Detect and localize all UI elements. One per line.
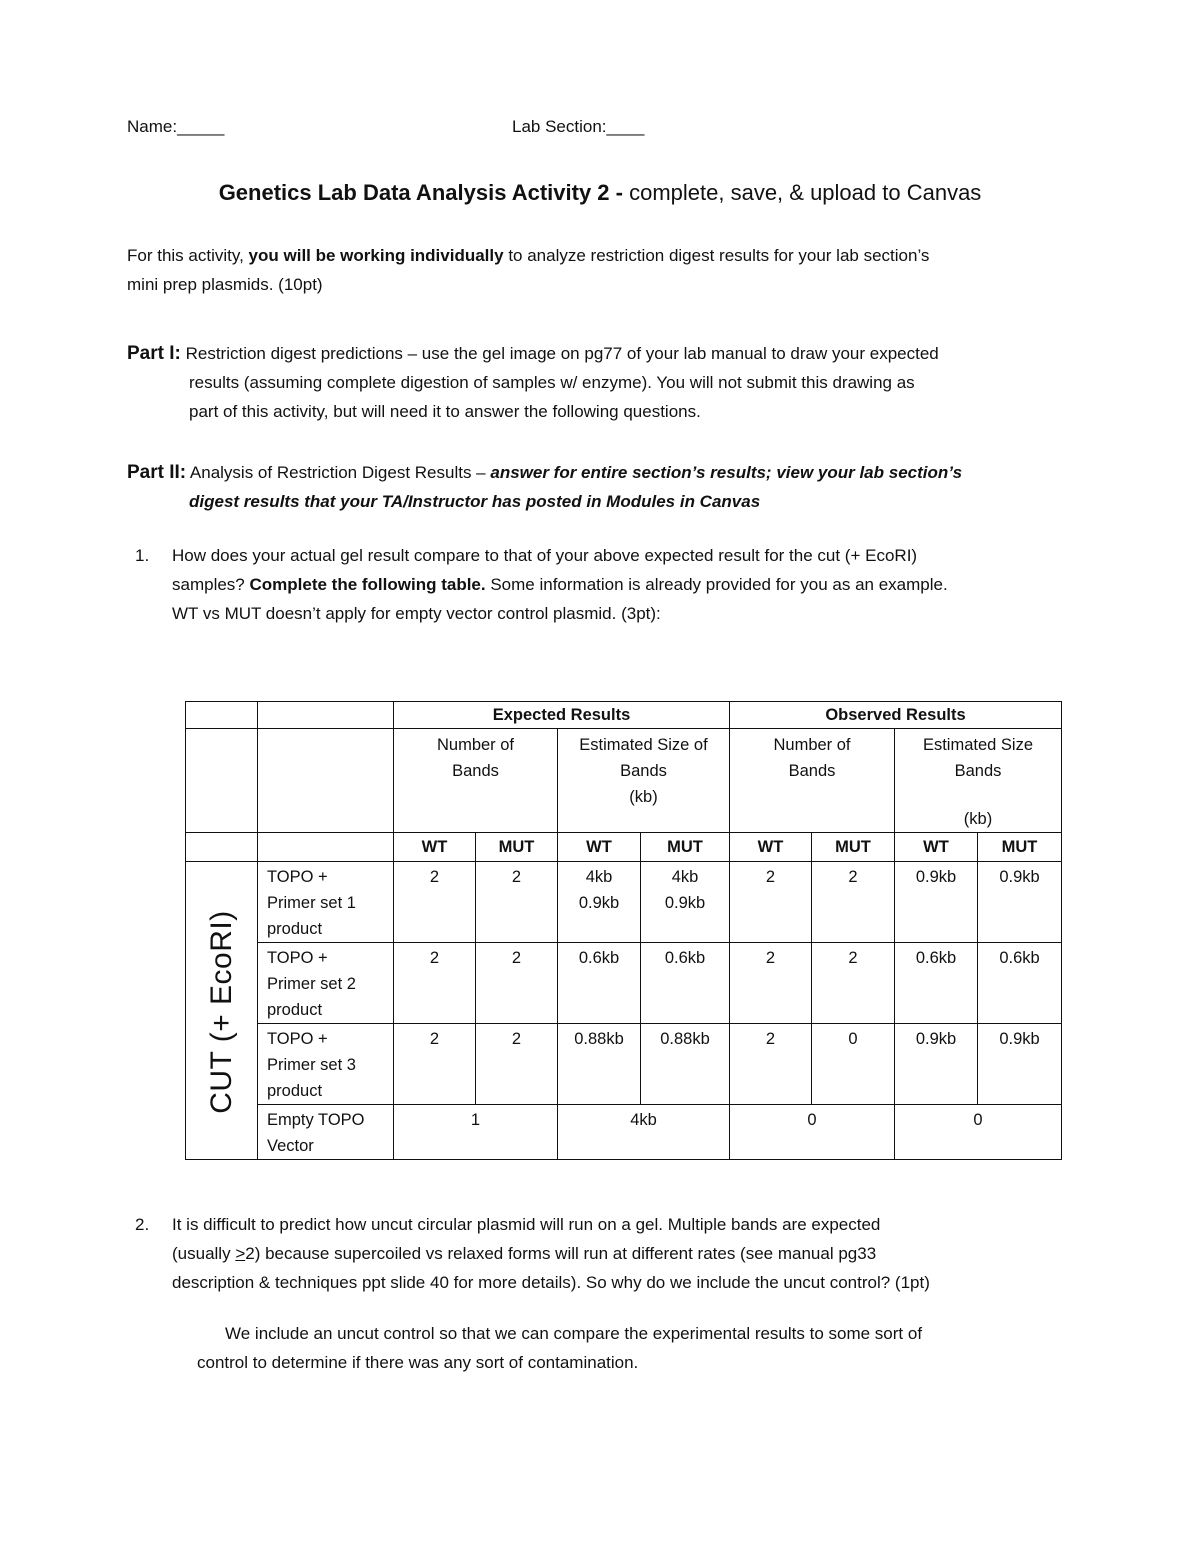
subheader-blank-cell (258, 729, 394, 833)
sample-text: product (267, 1082, 323, 1100)
table-row (186, 943, 1062, 1024)
sample-text: Empty TOPO (267, 1111, 365, 1129)
side-label-cell (186, 862, 258, 1160)
title-rest: complete, save, & upload to Canvas (622, 180, 982, 205)
intro-line2: mini prep plasmids. (10pt) (127, 275, 323, 294)
genotype-blank-cell (186, 833, 258, 862)
table-row (186, 862, 1062, 943)
cell-exp-n-mut: 2 (476, 1024, 558, 1105)
cell-obs-s-wt: 0.9kb (895, 862, 978, 943)
col-exp-n-wt: WT (394, 833, 476, 862)
cell-exp-n-wt: 2 (394, 943, 476, 1024)
cell-exp-s-mut: 0.88kb (641, 1024, 730, 1105)
cell-obs-n: 0 (730, 1105, 895, 1160)
part2-label: Part II: (127, 462, 187, 483)
answer-paragraph (197, 1319, 1077, 1377)
genotype-blank-cell (258, 833, 394, 862)
expected-number-of-bands-header (394, 729, 558, 833)
cell-exp-n-mut: 2 (476, 943, 558, 1024)
answer-line2: control to determine if there was any sort of contamination. (197, 1353, 639, 1372)
cell-text: 4kb (585, 868, 613, 886)
col-obs-n-mut: MUT (812, 833, 895, 862)
observed-number-of-bands-header (730, 729, 895, 833)
sample-cell (258, 1105, 394, 1160)
col-exp-n-mut: MUT (476, 833, 558, 862)
results-table (185, 701, 1062, 1160)
col-obs-s-mut: MUT (978, 833, 1062, 862)
cell-obs-n-wt: 2 (730, 862, 812, 943)
cell-exp-n-mut: 2 (476, 862, 558, 943)
cell-exp-s-wt: 0.6kb (558, 943, 641, 1024)
header-blank-cell (258, 702, 394, 729)
cell-obs-s-mut: 0.6kb (978, 943, 1062, 1024)
part1-label: Part I: (127, 343, 181, 364)
cell-obs-s: 0 (895, 1105, 1062, 1160)
cell-text: 0.9kb (664, 894, 706, 912)
cell-exp-s-wt: 0.88kb (558, 1024, 641, 1105)
sample-text: product (267, 920, 323, 938)
expected-size-header (558, 729, 730, 833)
part1-line2: results (assuming complete digestion of samples w/ enzyme). You will not submit this drawing as (189, 373, 915, 392)
part1-line1: Restriction digest predictions – use the gel image on pg77 of your lab manual to draw your expected (180, 344, 939, 363)
cell-exp-s-mut: 0.6kb (641, 943, 730, 1024)
cell-obs-s-wt: 0.6kb (895, 943, 978, 1024)
header-text: Bands (620, 762, 667, 780)
sample-cell (258, 943, 394, 1024)
name-field-label: Name:_____ (127, 117, 225, 136)
question-1 (127, 541, 1072, 628)
question-2-line2-post: 2) because supercoiled vs relaxed forms will run at different rates (see manual pg33 (245, 1244, 877, 1263)
intro-pre: For this activity, (127, 246, 249, 265)
col-exp-s-mut: MUT (641, 833, 730, 862)
header-text: Estimated Size of (579, 736, 708, 754)
question-2-number: 2. (135, 1215, 150, 1234)
sample-text: Primer set 3 (267, 1056, 356, 1074)
sample-text: TOPO + (267, 868, 328, 886)
question-2-line2-underlined: > (235, 1244, 246, 1263)
header-text: Bands (452, 762, 499, 780)
cell-text: 0.9kb (578, 894, 620, 912)
question-2-line3: description & techniques ppt slide 40 for more details). So why do we include the uncut control? (1pt) (172, 1273, 930, 1292)
title-bold: Genetics Lab Data Analysis Activity 2 - (218, 180, 623, 205)
cell-obs-s-mut: 0.9kb (978, 862, 1062, 943)
question-2 (127, 1210, 1072, 1297)
cell-obs-n-mut: 0 (812, 1024, 895, 1105)
header-text: Estimated Size (922, 736, 1034, 754)
header-text: Bands (954, 762, 1002, 780)
cut-ecori-label: CUT (+ EcoRI) (204, 909, 238, 1114)
col-obs-n-wt: WT (730, 833, 812, 862)
part1-line3: part of this activity, but will need it to answer the following questions. (189, 402, 701, 421)
cell-text: 4kb (671, 868, 699, 886)
header-text: (kb) (629, 788, 658, 806)
question-1-line2-bold: Complete the following table. (249, 575, 486, 594)
subheader-blank-cell (186, 729, 258, 833)
expected-results-header: Expected Results (394, 702, 730, 729)
col-obs-s-wt: WT (895, 833, 978, 862)
lab-section-field-label: Lab Section:____ (512, 117, 645, 136)
observed-size-header (895, 729, 1062, 833)
part2-line2-emph: digest results that your TA/Instructor has posted in Modules in Canvas (189, 492, 761, 511)
intro-paragraph (127, 241, 1072, 299)
intro-bold: you will be working individually (248, 246, 504, 265)
observed-results-header: Observed Results (730, 702, 1062, 729)
sample-text: TOPO + (267, 1030, 328, 1048)
header-text: Bands (788, 762, 836, 780)
part2-line1-plain: Analysis of Restriction Digest Results – (186, 463, 491, 482)
question-2-line1: It is difficult to predict how uncut circular plasmid will run on a gel. Multiple bands are expected (172, 1215, 881, 1234)
corner-cell (186, 702, 258, 729)
question-1-line2-pre: samples? (172, 575, 250, 594)
intro-post: to analyze restriction digest results for your lab section’s (503, 246, 930, 265)
question-1-line3: WT vs MUT doesn’t apply for empty vector control plasmid. (3pt): (172, 604, 661, 623)
cell-obs-s-mut: 0.9kb (978, 1024, 1062, 1105)
cell-exp-n: 1 (394, 1105, 558, 1160)
part1-paragraph (127, 339, 1072, 426)
sample-text: Primer set 2 (267, 975, 356, 993)
table-row (186, 1024, 1062, 1105)
header-text: Number of (773, 736, 851, 754)
col-exp-s-wt: WT (558, 833, 641, 862)
sample-text: TOPO + (267, 949, 328, 967)
cell-obs-s-wt: 0.9kb (895, 1024, 978, 1105)
page-title (0, 180, 1200, 206)
header-text: Number of (436, 736, 515, 754)
table-row (186, 1105, 1062, 1160)
part2-paragraph (127, 458, 1072, 516)
question-1-line1: How does your actual gel result compare to that of your above expected result for the cut (+ EcoRI) (172, 546, 918, 565)
sample-cell (258, 862, 394, 943)
cell-obs-n-mut: 2 (812, 862, 895, 943)
question-1-number: 1. (135, 546, 150, 565)
cell-obs-n-wt: 2 (730, 943, 812, 1024)
cell-exp-n-wt: 2 (394, 862, 476, 943)
header-text: (kb) (963, 810, 993, 828)
cell-obs-n-wt: 2 (730, 1024, 812, 1105)
question-2-line2-pre: (usually (172, 1244, 236, 1263)
answer-line1: We include an uncut control so that we can compare the experimental results to some sort of (225, 1324, 923, 1343)
sample-text: Primer set 1 (267, 894, 356, 912)
sample-text: Vector (267, 1137, 314, 1155)
sample-cell (258, 1024, 394, 1105)
cell-exp-s-wt (558, 862, 641, 943)
cell-obs-n-mut: 2 (812, 943, 895, 1024)
part2-line1-emph: answer for entire section’s results; view your lab section’s (490, 463, 963, 482)
cell-exp-n-wt: 2 (394, 1024, 476, 1105)
question-1-line2-post: Some information is already provided for you as an example. (485, 575, 948, 594)
cell-exp-s: 4kb (558, 1105, 730, 1160)
sample-text: product (267, 1001, 323, 1019)
cell-exp-s-mut (641, 862, 730, 943)
